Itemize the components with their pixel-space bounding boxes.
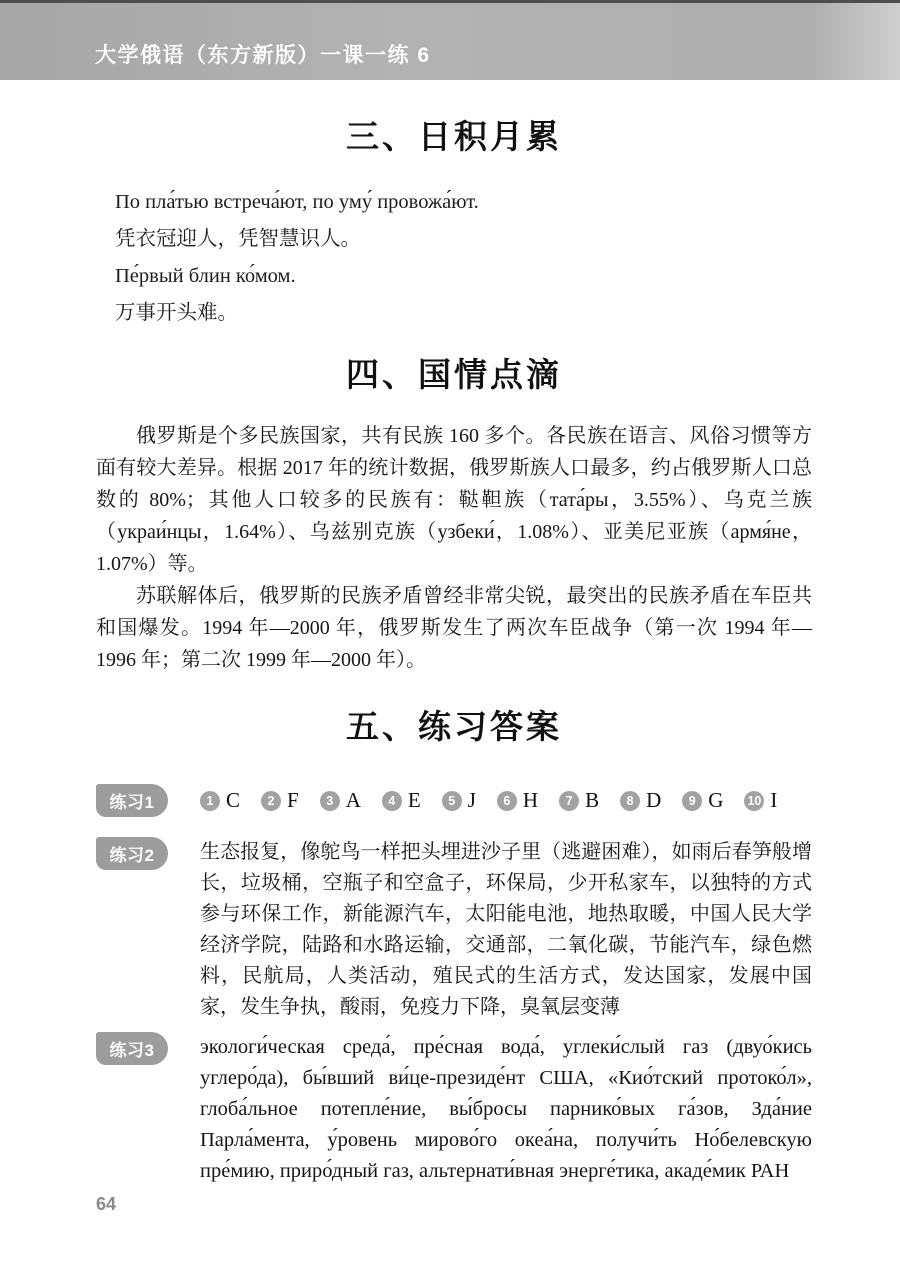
answer-item (261, 788, 299, 813)
answer-item (382, 788, 421, 813)
proverb-line-ru: Пе́рвый блин ко́мом. (115, 265, 296, 287)
answer-item (320, 788, 361, 813)
section-heading-answers: 五、练习答案 (346, 710, 562, 746)
exercise-3-badge: 练习3 (96, 1032, 168, 1065)
answer-letter: D (646, 788, 662, 812)
exercise-block-3 (96, 1032, 812, 1187)
proverb-line-zh: 凭衣冠迎人，凭智慧识人。 (115, 228, 361, 250)
answer-letter: B (585, 788, 600, 812)
exercise-2-badge: 练习2 (96, 837, 168, 870)
circled-number: 4 (382, 791, 402, 811)
country-facts-paragraph-2: 苏联解体后，俄罗斯的民族矛盾曾经非常尖锐，最突出的民族矛盾在车臣共和国爆发。1994 年—2000 年，俄罗斯发生了两次车臣战争（第一次 1994 年—1996 年；第二次 1999 年—2000 年）。 (96, 585, 812, 671)
circled-number: 8 (620, 791, 640, 811)
proverb-line-ru: По пла́тью встреча́ют, по уму́ провожа́ют. (115, 191, 479, 213)
exercise-block-2 (96, 837, 812, 1023)
exercise-1-badge: 练习1 (96, 784, 168, 817)
circled-number: 9 (682, 791, 702, 811)
section-heading-country-facts: 四、国情点滴 (346, 358, 562, 394)
answer-letter: G (708, 788, 724, 812)
exercise-2-answer-text: 生态报复，像鸵鸟一样把头埋进沙子里（逃避困难），如雨后春笋般增长，垃圾桶，空瓶子和空盒子，环保局，少开私家车，以独特的方式参与环保工作，新能源汽车，太阳能电池，地热取暖，中国人民大学经济学院，陆路和水路运输，交通部，二氧化碳，节能汽车，绿色燃料，民航局，人类活动，殖民式的生活方式，发达国家，发展中国家，发生争执，酸雨，免疫力下降，臭氧层变薄 (200, 841, 812, 1018)
answer-item (744, 788, 777, 813)
answer-letter: E (407, 788, 421, 812)
exercise-1-answers (200, 784, 812, 817)
page-number: 64 (96, 1194, 117, 1214)
answer-item (442, 788, 476, 813)
answer-letter: I (770, 788, 778, 812)
circled-number: 1 (200, 791, 220, 811)
answer-item (682, 788, 723, 813)
answer-item (200, 788, 240, 813)
answer-letter: H (522, 788, 539, 812)
answer-letter: J (467, 788, 476, 812)
circled-number: 5 (442, 791, 462, 811)
page-content (0, 116, 900, 1187)
circled-number: 2 (261, 791, 281, 811)
answer-item (559, 788, 599, 813)
country-facts-paragraph-1: 俄罗斯是个多民族国家，共有民族 160 多个。各民族在语言、风俗习惯等方面有较大差异。根据 2017 年的统计数据，俄罗斯族人口最多，约占俄罗斯人口总数的 80%；其他人口较多的民族有：鞑靼族（тата́ры，3.55%）、乌克兰族（украи́нцы，1.64%）、乌兹别克族（узбеки́，1.08%）、亚美尼亚族（армя́не，1.07%）等。 (96, 425, 812, 575)
circled-number: 7 (559, 791, 579, 811)
proverb-line-zh: 万事开头难。 (115, 302, 238, 324)
header-band (0, 3, 900, 80)
section-heading-accumulation: 三、日积月累 (346, 120, 562, 156)
answer-letter: F (287, 788, 299, 812)
book-title: 大学俄语（东方新版）一课一练 6 (95, 44, 431, 67)
exercise-3-answer-text: экологи́ческая среда́, пре́сная вода́, углеки́слый газ (двуо́кись углеро́да), бы́вший ви́це-президе́нт США, «Кио́тский протоко́л», глоба́льное потепле́ние, вы́бросы парнико́вых га́зов, Зда́ние Парла́мента, у́ровень мирово́го океа́на, получи́ть Но́белевскую пре́мию, приро́дный газ, альтернати́вная энерге́тика, акаде́мик РАН (200, 1036, 812, 1182)
circled-number: 10 (744, 791, 764, 811)
circled-number: 6 (497, 791, 517, 811)
proverb-list (115, 184, 812, 332)
answer-letter: C (226, 788, 241, 812)
circled-number: 3 (320, 791, 340, 811)
answer-item (620, 788, 661, 813)
answer-letter: A (345, 788, 361, 812)
answer-item (497, 788, 538, 813)
exercise-block-1 (96, 784, 812, 817)
